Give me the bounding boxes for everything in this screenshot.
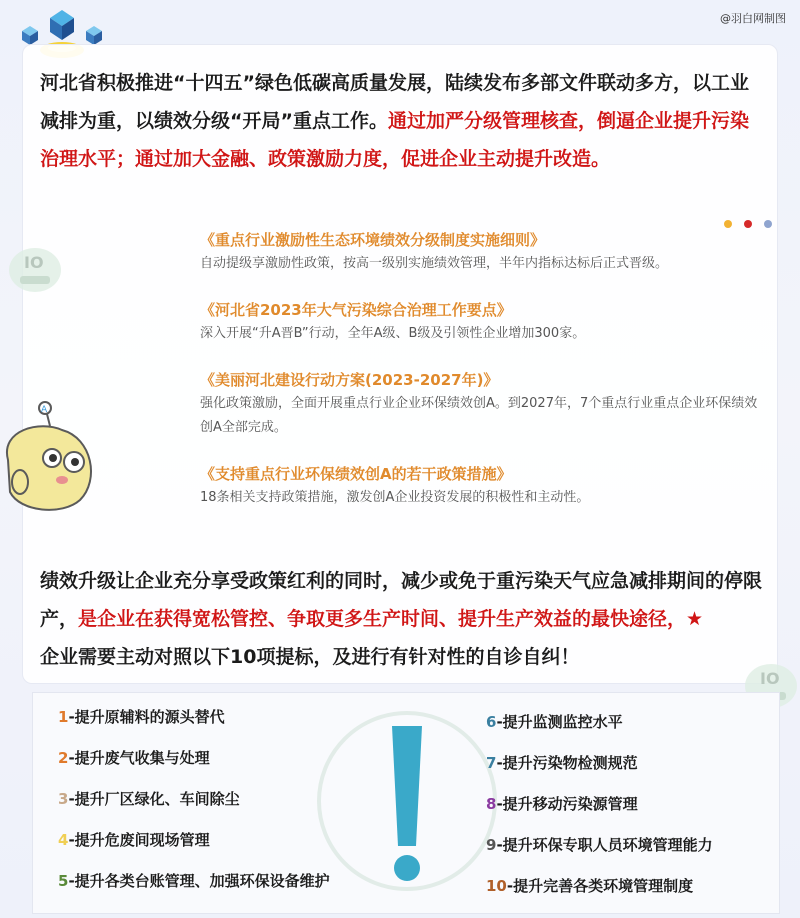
item-number: 2 [58,749,69,767]
dot-red-icon [744,220,752,228]
document-item [200,228,770,276]
intro-highlight: 通过加严分级管理核查，倒逼企业提升污染治理水平；通过加大金融、政策激励力度，促进企业主动提升改造。 [40,110,749,170]
document-description: 18条相关支持政策措施，激发创A企业投资发展的积极性和主动性。 [200,490,590,505]
list-item [58,707,330,748]
item-number: 10 [486,877,507,895]
item-label: -提升厂区绿化、车间除尘 [68,790,240,808]
item-label: -提升环保专职人员环境管理能力 [496,836,713,854]
item-number: 4 [58,831,69,849]
benefit-highlight: 是企业在获得宽松管控、争取更多生产时间、提升生产效益的最快途径， [78,608,687,630]
item-number: 3 [58,790,69,808]
item-number: 5 [58,872,69,890]
measures-right-column [486,712,713,917]
svg-text:IO: IO [760,669,780,688]
measures-left-column [58,707,330,912]
item-number: 9 [486,836,497,854]
item-label: -提升监测监控水平 [496,713,623,731]
item-number: 7 [486,754,497,772]
document-description: 强化政策激励，全面开展重点行业企业环保绩效创A。到2027年，7个重点行业重点企业环保绩效创A全部完成。 [200,396,758,435]
dot-yellow-icon [724,220,732,228]
item-label: -提升危废间现场管理 [68,831,210,849]
intro-text: 河北省积极推进“十四五”绿色低碳高质量发展，陆续发布多部文件联动多方，以工业减排为重，以绩效分级“开局”重点工作。 [40,72,749,132]
side-watermark-logo-icon [6,240,64,296]
document-item [200,298,770,346]
document-title: 《美丽河北建设行动方案(2023-2027年)》 [200,371,499,389]
list-item [58,748,330,789]
document-title: 《重点行业激励性生态环境绩效分级制度实施细则》 [200,231,546,249]
item-label: -提升废气收集与处理 [68,749,210,767]
benefit-paragraph [40,562,780,676]
list-item [486,753,713,794]
document-description: 自动提级享激励性政策，按高一级别实施绩效管理，半年内指标达标后正式晋级。 [200,256,669,271]
intro-paragraph [40,64,762,178]
mascot-character-icon [0,400,110,515]
list-item [58,871,330,912]
document-description: 深入开展“升A晋B”行动，全年A级、B级及引领性企业增加300家。 [200,326,586,341]
document-title: 《支持重点行业环保绩效创A的若干政策措施》 [200,465,512,483]
item-number: 6 [486,713,497,731]
svg-text:IO: IO [24,253,44,272]
list-item [58,789,330,830]
watermark-text: @羽白网制图 [720,12,786,25]
dot-blue-icon [764,220,772,228]
document-list [200,228,770,532]
item-label: -提升各类台账管理、加强环保设备维护 [68,872,330,890]
star-icon: ★ [686,608,704,630]
item-label: -提升完善各类环境管理制度 [506,877,694,895]
document-item [200,368,770,440]
document-item [200,462,770,510]
benefit-text: 绩效升级让企业充分享受政策红利的同时，减少或免于重污染天气应急减排期间的停限产， [40,570,763,630]
item-label: -提升移动污染源管理 [496,795,638,813]
exclamation-icon [312,706,502,896]
list-item [486,835,713,876]
list-item [486,876,713,917]
item-number: 1 [58,708,69,726]
item-number: 8 [486,795,497,813]
item-label: -提升污染物检测规范 [496,754,638,772]
list-item [486,794,713,835]
list-item [486,712,713,753]
list-item [58,830,330,871]
benefit-call-to-action: 企业需要主动对照以下10项提标，及进行有针对性的自诊自纠！ [40,646,580,668]
item-label: -提升原辅料的源头替代 [68,708,225,726]
svg-text:A: A [41,405,48,415]
document-title: 《河北省2023年大气污染综合治理工作要点》 [200,301,512,319]
